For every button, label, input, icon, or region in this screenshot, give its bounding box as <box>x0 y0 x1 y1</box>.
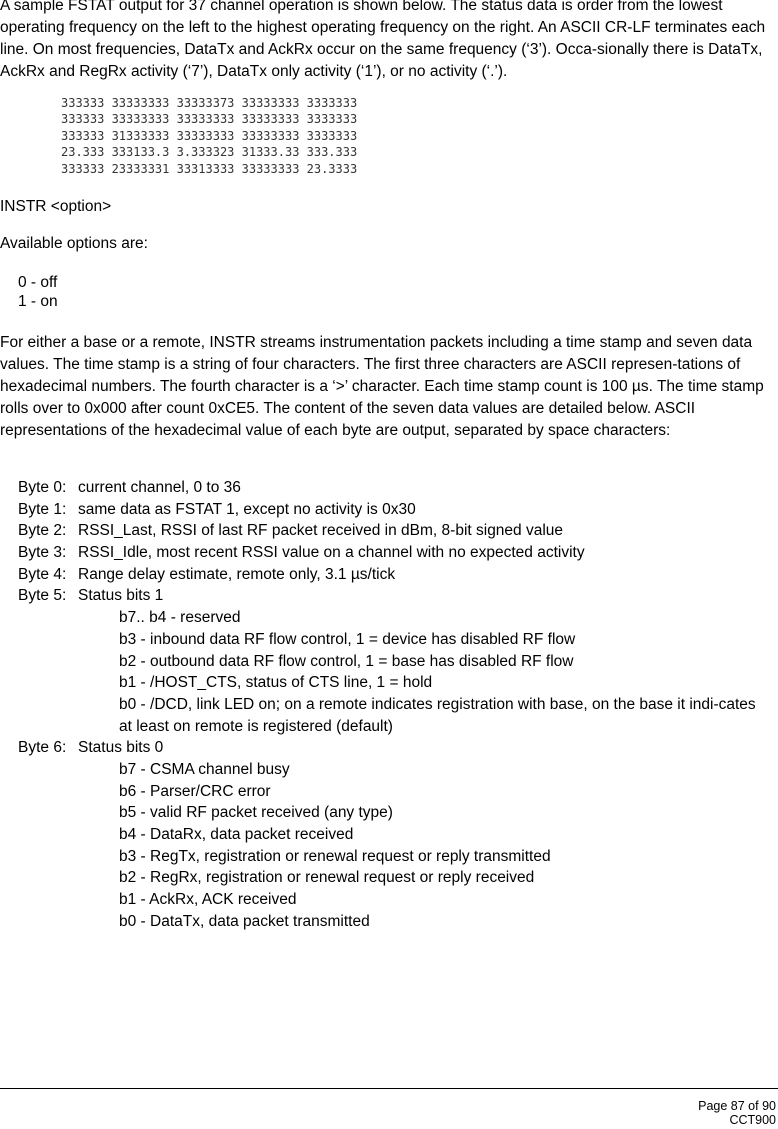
status0-bit-b1: b1 - AckRx, ACK received <box>119 891 297 909</box>
options-list <box>18 273 58 311</box>
byte-row-6 <box>0 737 778 759</box>
byte-row-4 <box>0 564 778 586</box>
page-footer <box>698 1099 776 1127</box>
status0-bit-b3: b3 - RegTx, registration or renewal request or reply transmitted <box>119 847 551 865</box>
option-off: 0 - off <box>18 274 58 291</box>
fstat-sample-output <box>61 95 357 177</box>
byte-label: Byte 6: <box>18 739 67 757</box>
status0-bit-b2: b2 - RegRx, registration or renewal request or reply received <box>119 869 535 887</box>
byte-label: Byte 0: <box>18 479 67 496</box>
status0-bit-b0: b0 - DataTx, data packet transmitted <box>119 912 370 930</box>
sample-line-0: 333333 33333333 33333373 33333333 3333333 <box>61 96 358 110</box>
status0-bit-b4: b4 - DataRx, data packet received <box>119 826 354 844</box>
byte-row-5 <box>0 585 778 607</box>
byte-definitions <box>0 477 778 932</box>
byte-row-3 <box>0 542 778 564</box>
byte-label: Byte 1: <box>18 500 67 518</box>
page-number: Page 87 of 90 <box>698 1099 776 1113</box>
status0-bit-b6: b6 - Parser/CRC error <box>119 782 271 800</box>
intro-paragraph: A sample FSTAT output for 37 channel operation is shown below. The status data is order from the lowest operating frequency on the left to the highest operating frequency on the right. An ASCII CR-LF terminates each line. On most frequencies, DataTx and AckRx occur on the same frequency (‘3’). Occa-sionally there is DataTx, AckRx and RegRx activity (‘7’), DataTx only activity (‘1’), or no activity (‘.’). <box>0 0 766 80</box>
byte-row-2 <box>0 520 778 542</box>
byte-label: Byte 3: <box>18 544 67 562</box>
sample-line-3: 23.333 333133.3 3.333323 31333.33 333.333 <box>61 145 358 160</box>
byte-label: Byte 4: <box>18 565 67 583</box>
byte-label: Byte 5: <box>18 587 67 605</box>
byte-description: Status bits 1 <box>78 587 164 605</box>
status1-bit-b7-b4: b7.. b4 - reserved <box>119 609 241 627</box>
byte-description: current channel, 0 to 36 <box>78 479 241 496</box>
status0-bit-b5: b5 - valid RF packet received (any type) <box>119 804 393 822</box>
byte-row-1 <box>0 499 778 521</box>
byte-description: same data as FSTAT 1, except no activity is 0x30 <box>78 500 416 518</box>
byte-description: RSSI_Last, RSSI of last RF packet received in dBm, 8-bit signed value <box>78 522 564 540</box>
options-heading: Available options are: <box>0 235 148 252</box>
byte-description: RSSI_Idle, most recent RSSI value on a channel with no expected activity <box>78 544 585 562</box>
status0-bit-b7: b7 - CSMA channel busy <box>119 760 290 778</box>
footer-divider <box>0 1088 778 1089</box>
description-paragraph: For either a base or a remote, INSTR streams instrumentation packets including a time stamp and seven data values. The time stamp is a string of four characters. The first three characters are ASCII represen-tations of hexadecimal numbers. The fourth character is a ‘>’ character. Each time stamp count is 100 µs. The time stamp rolls over to 0x000 after count 0xCE5. The content of the seven data values are detailed below. ASCII representations of the hexadecimal value of each byte are output, separated by space characters: <box>0 334 764 439</box>
command-syntax: INSTR <option> <box>0 198 112 215</box>
byte-description: Status bits 0 <box>78 739 164 757</box>
status1-bit-b2: b2 - outbound data RF flow control, 1 = base has disabled RF flow <box>119 652 574 670</box>
document-id: CCT900 <box>729 1113 776 1127</box>
byte-label: Byte 2: <box>18 522 67 540</box>
sample-line-1: 333333 33333333 33333333 33333333 3333333 <box>61 112 358 127</box>
option-on: 1 - on <box>18 293 58 310</box>
byte-description: Range delay estimate, remote only, 3.1 µs/tick <box>78 565 396 583</box>
sample-line-2: 333333 31333333 33333333 33333333 3333333 <box>61 128 358 143</box>
status1-bit-b0: b0 - /DCD, link LED on; on a remote indicates registration with base, on the base it indi-cates at least on remote is registered (default) <box>119 695 756 735</box>
status1-bit-b3: b3 - inbound data RF flow control, 1 = device has disabled RF flow <box>119 630 576 648</box>
sample-line-4: 333333 23333331 33313333 33333333 23.3333 <box>61 161 358 176</box>
byte-row-0 <box>0 477 778 499</box>
status1-bit-b1: b1 - /HOST_CTS, status of CTS line, 1 = hold <box>119 674 433 692</box>
